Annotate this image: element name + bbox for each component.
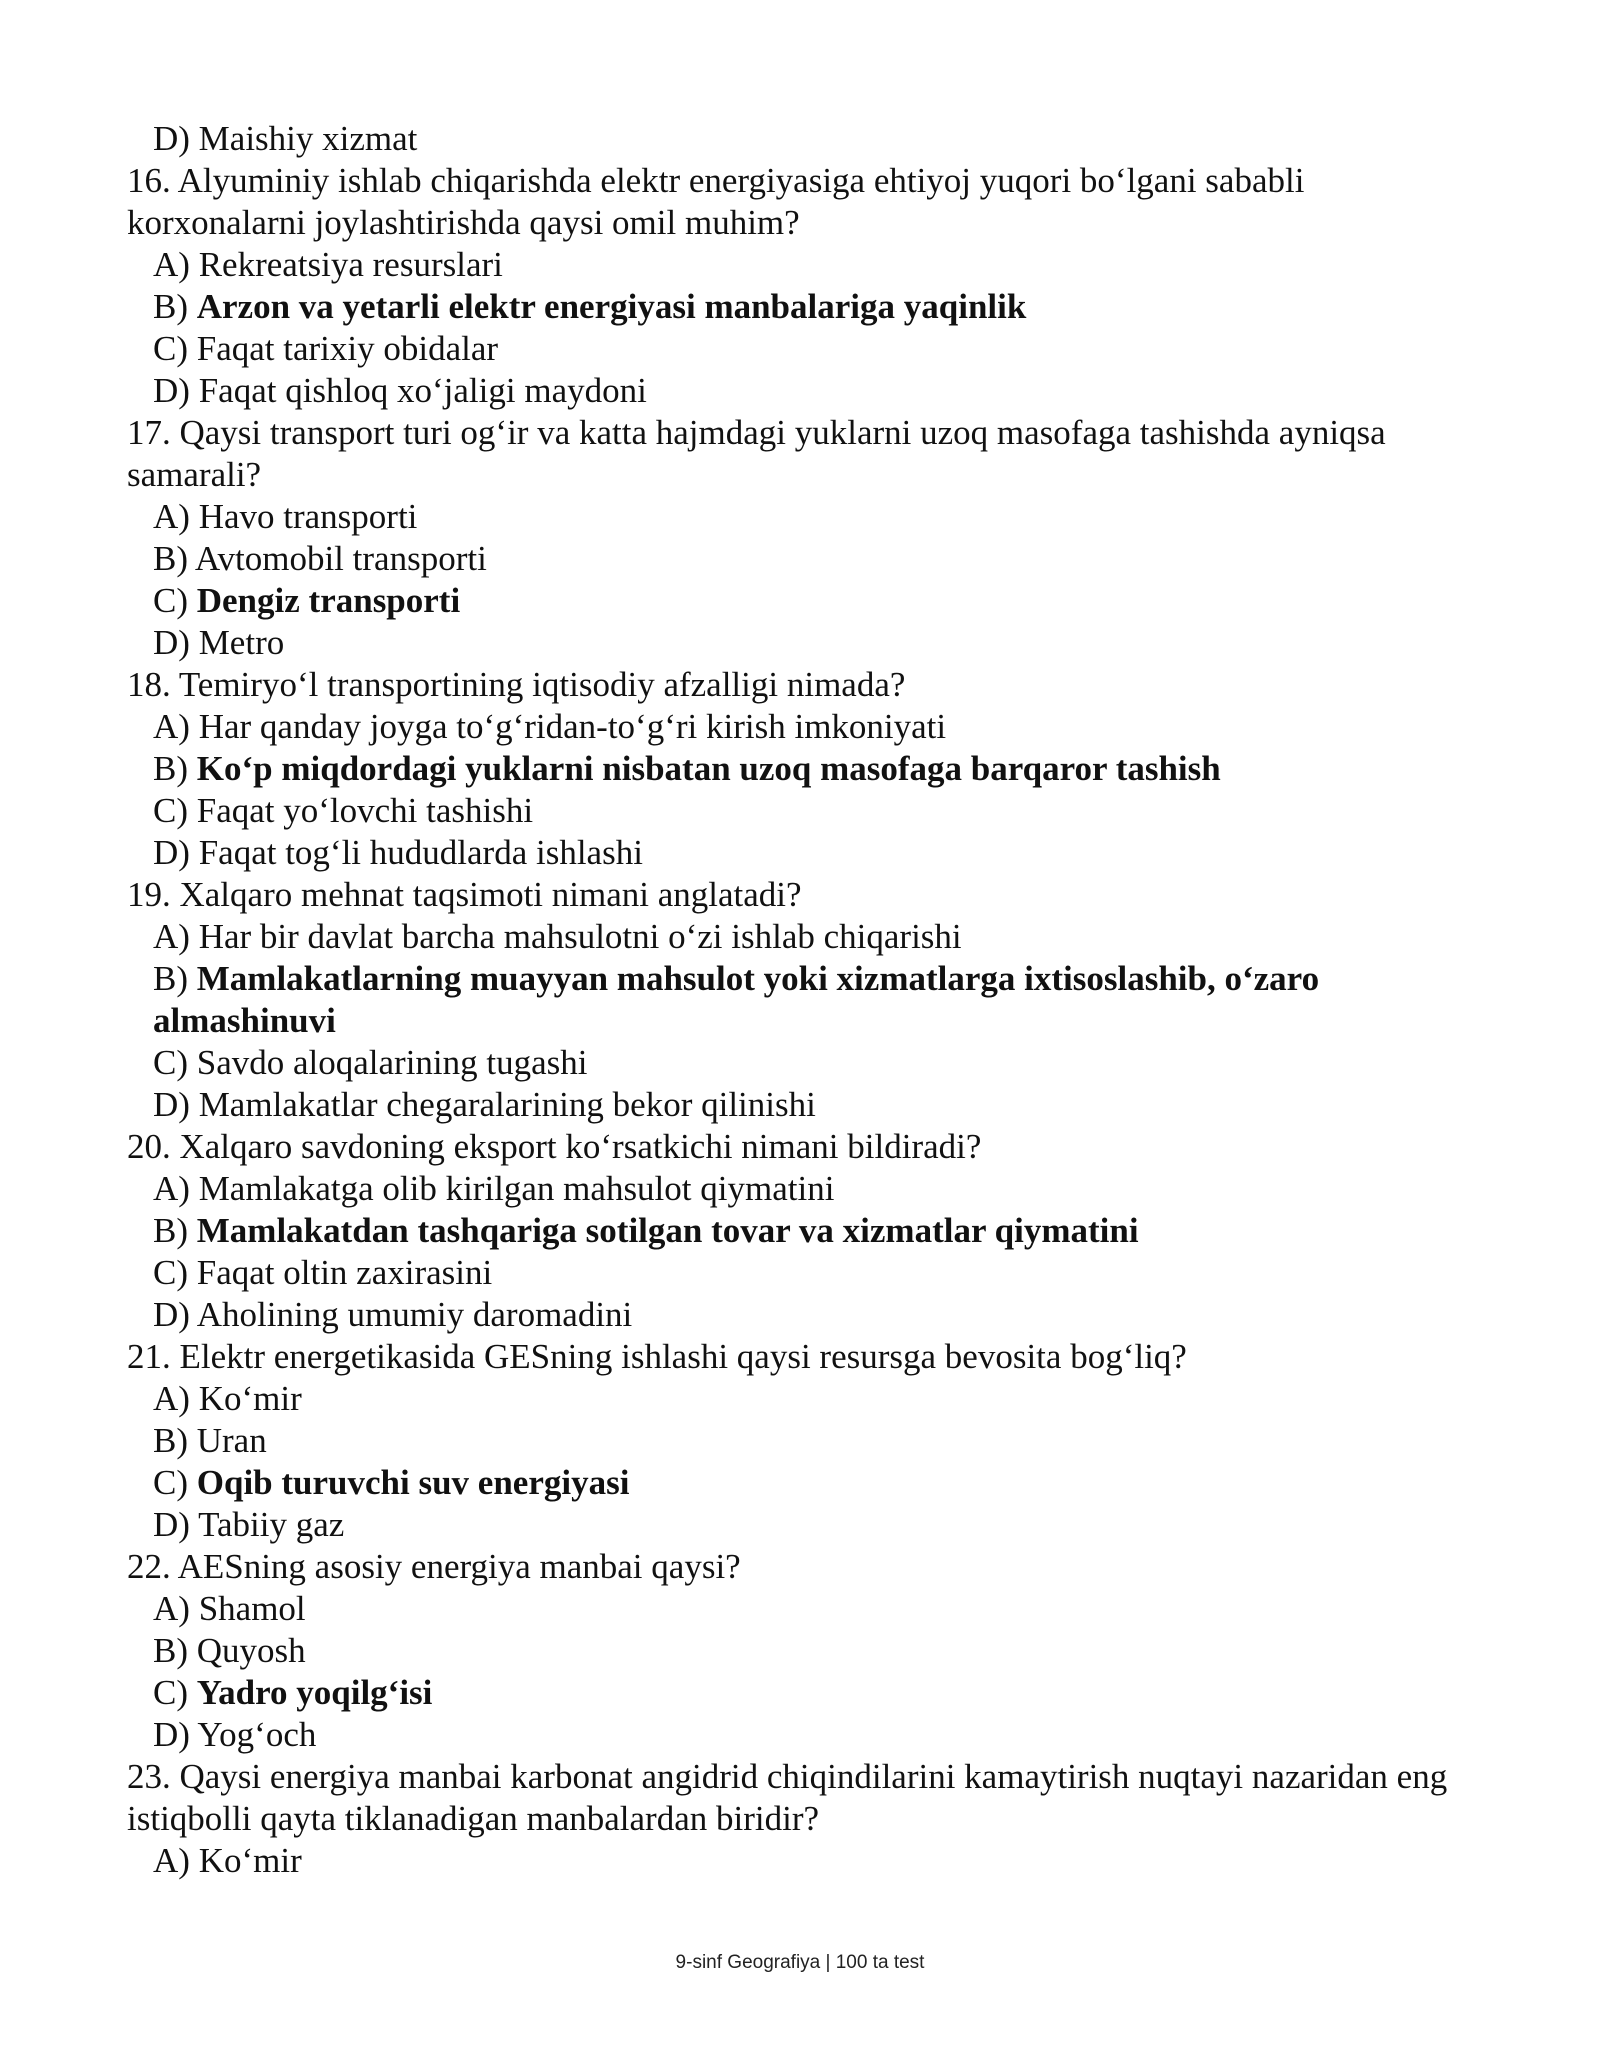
answer-option [127,1714,1467,1756]
option-letter: C) [153,1043,188,1082]
option-letter: A) [153,1379,190,1418]
correct-answer-text: Mamlakatlarning muayyan mahsulot yoki xizmatlarga ixtisoslashib, o‘zaro almashinuvi [153,959,1320,1040]
question-text: 19. Xalqaro mehnat taqsimoti nimani anglatadi? [127,875,802,914]
question-block [127,1336,1467,1546]
option-text: Metro [198,623,285,662]
answer-option [127,1630,1467,1672]
question-block [127,160,1467,412]
option-letter: B) [153,1631,188,1670]
answer-option [127,1084,1467,1126]
question-text: 16. Alyuminiy ishlab chiqarishda elektr energiyasiga ehtiyoj yuqori bo‘lgani sababli korxonalarni joylashtirishda qaysi omil muhim? [127,161,1305,242]
option-letter: B) [153,1421,188,1460]
question-text: 17. Qaysi transport turi og‘ir va katta hajmdagi yuklarni uzoq masofaga tashishda ayniqsa samarali? [127,413,1386,494]
question-block [127,1756,1467,1882]
option-text: Faqat tarixiy obidalar [196,329,499,368]
option-letter: D) [153,1715,190,1754]
option-text: Savdo aloqalarining tugashi [196,1043,588,1082]
option-letter: B) [153,287,188,326]
page-footer: 9-sinf Geografiya | 100 ta test [675,1952,925,1973]
option-letter: D) [153,1085,190,1124]
answer-option [127,748,1467,790]
option-text: Ko‘mir [198,1379,302,1418]
option-text: Rekreatsiya resurslari [198,245,503,284]
option-letter: D) [153,1505,190,1544]
question-text: 23. Qaysi energiya manbai karbonat angidrid chiqindilarini kamaytirish nuqtayi nazaridan eng istiqbolli qayta tiklanadigan manbalardan biridir? [127,1757,1448,1838]
option-text: Har qanday joyga to‘g‘ridan-to‘g‘ri kirish imkoniyati [198,707,947,746]
answer-option [127,1462,1467,1504]
answer-option [127,1420,1467,1462]
answer-option [127,538,1467,580]
answer-option [127,580,1467,622]
option-text: D) Maishiy xizmat [153,119,418,158]
option-text: Yog‘och [197,1715,317,1754]
answer-option [127,1672,1467,1714]
option-letter: C) [153,791,188,830]
option-letter: C) [153,1463,188,1502]
option-text: Ko‘mir [198,1841,302,1880]
question-list [127,160,1467,1882]
option-letter: B) [153,749,188,788]
answer-option [127,1588,1467,1630]
option-text: Har bir davlat barcha mahsulotni o‘zi ishlab chiqarishi [198,917,962,956]
answer-option [127,286,1467,328]
answer-option [127,916,1467,958]
answer-option [127,1840,1467,1882]
answer-option [127,622,1467,664]
option-letter: A) [153,245,190,284]
option-text: Faqat qishloq xo‘jaligi maydoni [198,371,647,410]
option-letter: D) [153,833,190,872]
option-text: Havo transporti [198,497,418,536]
answer-option [127,244,1467,286]
answer-option [127,1294,1467,1336]
option-letter: C) [153,1673,188,1712]
option-letter: C) [153,329,188,368]
answer-option [127,1168,1467,1210]
option-text: Shamol [198,1589,306,1628]
question-text: 22. AESning asosiy energiya manbai qaysi? [127,1547,741,1586]
question-block [127,1546,1467,1756]
option-letter: B) [153,1211,188,1250]
option-letter: B) [153,539,188,578]
correct-answer-text: Arzon va yetarli elektr energiyasi manbalariga yaqinlik [196,287,1027,326]
option-text: Quyosh [196,1631,306,1670]
test-content [127,118,1467,1882]
option-letter: A) [153,1169,190,1208]
answer-option [127,328,1467,370]
option-text: Faqat tog‘li hududlarda ishlashi [198,833,643,872]
option-letter: D) [153,371,190,410]
answer-option [127,1210,1467,1252]
question-text: 21. Elektr energetikasida GESning ishlashi qaysi resursga bevosita bog‘liq? [127,1337,1187,1376]
option-text: Avtomobil transporti [194,539,487,578]
option-letter: A) [153,1589,190,1628]
correct-answer-text: Ko‘p miqdordagi yuklarni nisbatan uzoq masofaga barqaror tashish [196,749,1221,788]
question-text: 18. Temiryo‘l transportining iqtisodiy afzalligi nimada? [127,665,906,704]
option-letter: C) [153,1253,188,1292]
question-block [127,412,1467,664]
answer-option [127,1042,1467,1084]
answer-option [127,1252,1467,1294]
question-block [127,664,1467,874]
option-text: Tabiiy gaz [198,1505,345,1544]
option-letter: D) [153,623,190,662]
question-block [127,1126,1467,1336]
option-letter: A) [153,497,190,536]
answer-option [127,496,1467,538]
option-letter: B) [153,959,188,998]
correct-answer-text: Dengiz transporti [196,581,461,620]
answer-option [127,790,1467,832]
correct-answer-text: Yadro yoqilg‘isi [196,1673,433,1712]
previous-question-option-d [127,118,1467,160]
option-text: Aholining umumiy daromadini [196,1295,633,1334]
option-letter: A) [153,707,190,746]
answer-option [127,1378,1467,1420]
question-text: 20. Xalqaro savdoning eksport ko‘rsatkichi nimani bildiradi? [127,1127,982,1166]
option-text: Faqat yo‘lovchi tashishi [196,791,534,830]
option-letter: C) [153,581,188,620]
correct-answer-text: Mamlakatdan tashqariga sotilgan tovar va xizmatlar qiymatini [196,1211,1139,1250]
answer-option [127,370,1467,412]
option-letter: D) [153,1295,190,1334]
option-text: Faqat oltin zaxirasini [196,1253,493,1292]
answer-option [127,958,1467,1042]
answer-option [127,1504,1467,1546]
option-letter: A) [153,1841,190,1880]
option-text: Mamlakatlar chegaralarining bekor qilinishi [198,1085,816,1124]
option-letter: A) [153,917,190,956]
option-text: Uran [196,1421,267,1460]
option-text: Mamlakatga olib kirilgan mahsulot qiymatini [198,1169,835,1208]
correct-answer-text: Oqib turuvchi suv energiyasi [196,1463,630,1502]
answer-option [127,706,1467,748]
question-block [127,874,1467,1126]
answer-option [127,832,1467,874]
